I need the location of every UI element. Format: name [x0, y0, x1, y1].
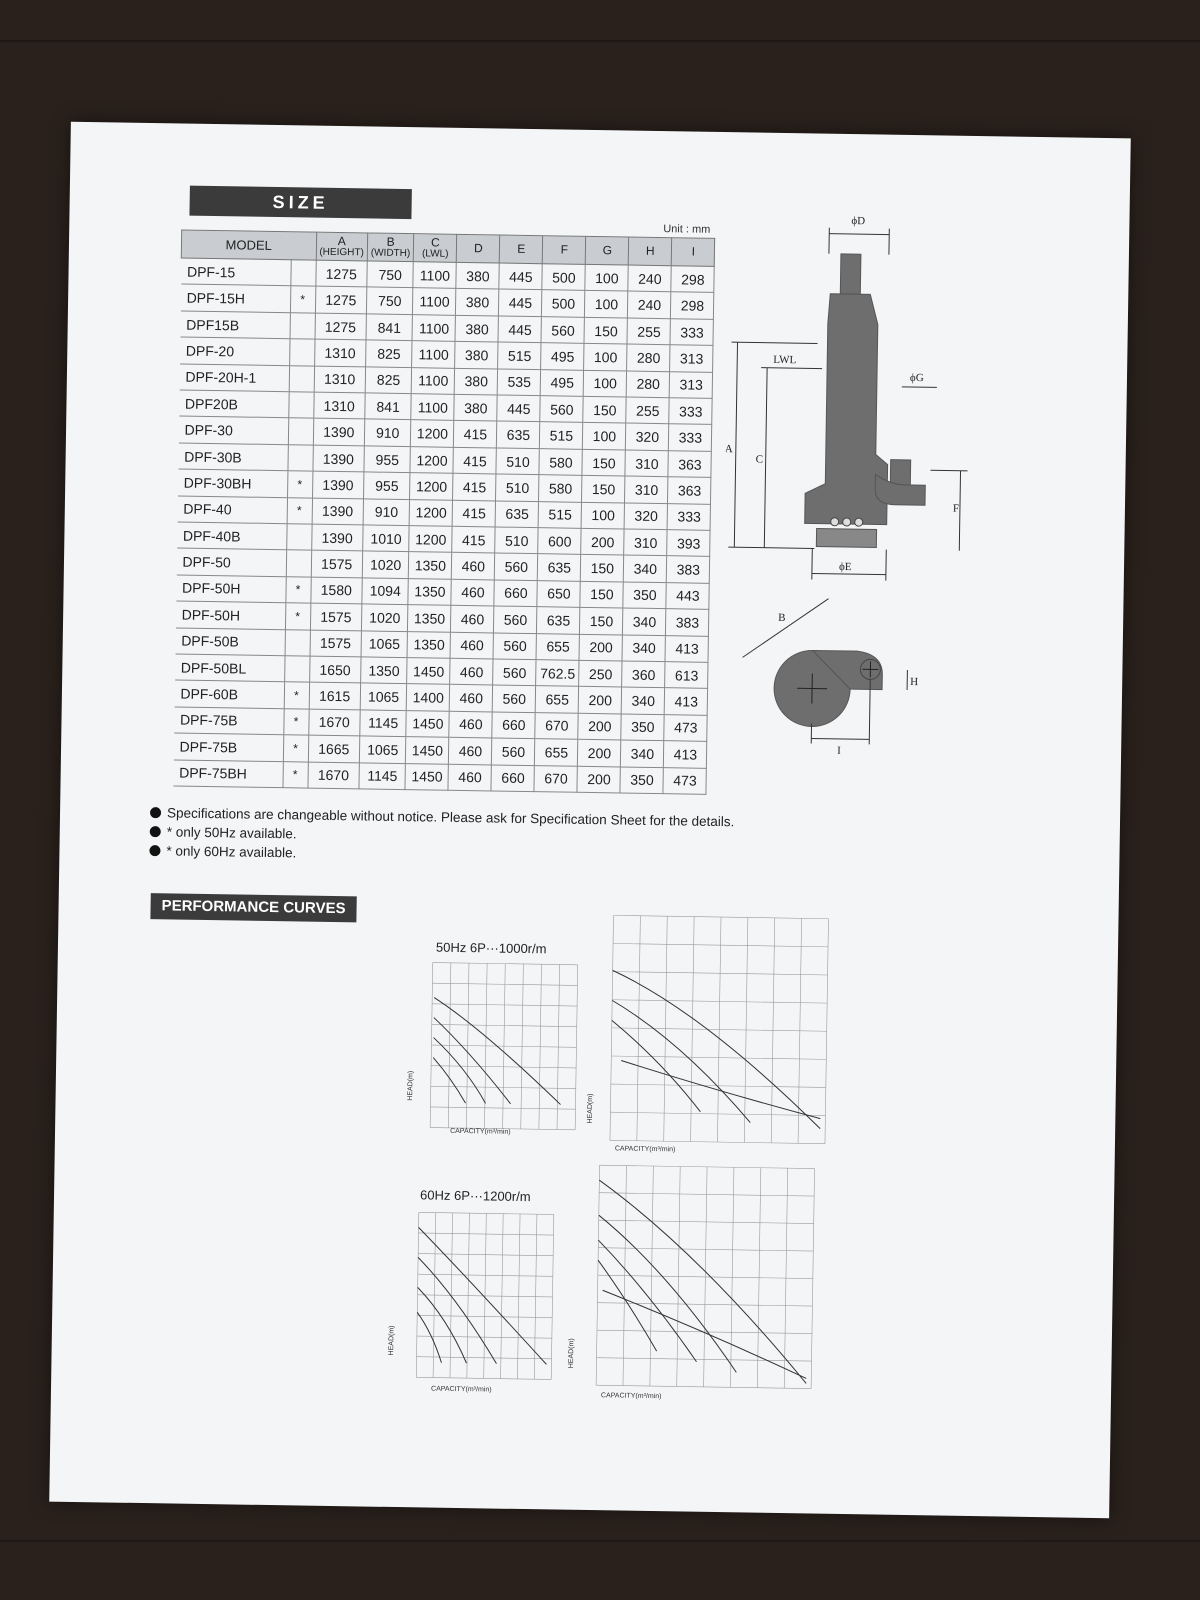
model-cell: DPF-15 — [181, 258, 291, 286]
model-cell: DPF-50BL — [175, 654, 285, 682]
column-header-i: I — [672, 238, 715, 267]
dim-label-A: A — [724, 443, 733, 456]
value-cell: 460 — [450, 632, 493, 659]
value-cell: 445 — [497, 395, 540, 422]
ylabel-60hz-small: HEAD(m) — [388, 1325, 396, 1356]
value-cell: 150 — [580, 607, 623, 634]
xlabel-60hz-large: CAPACITY(m³/min) — [600, 1392, 662, 1401]
availability-mark — [285, 629, 310, 656]
dim-label-B: B — [778, 611, 786, 625]
value-cell: 1450 — [405, 763, 448, 790]
pump-dimension-drawing — [721, 202, 990, 766]
dim-label-F: F — [952, 502, 960, 515]
model-cell: DPF15B — [180, 311, 290, 339]
value-cell: 1200 — [409, 526, 452, 553]
value-cell: 150 — [584, 317, 627, 344]
value-cell: 1145 — [360, 710, 407, 737]
value-cell: 320 — [626, 423, 669, 450]
value-cell: 1350 — [409, 552, 452, 579]
value-cell: 100 — [584, 370, 627, 397]
availability-mark — [290, 260, 315, 287]
value-cell: 1145 — [359, 762, 406, 789]
value-cell: 515 — [498, 342, 541, 369]
model-cell: DPF-50 — [176, 548, 286, 576]
value-cell: 1275 — [315, 287, 367, 314]
value-cell: 1065 — [361, 630, 408, 657]
value-cell: 1575 — [310, 630, 362, 657]
value-cell: 1350 — [408, 605, 451, 632]
size-table — [172, 230, 715, 795]
value-cell: 255 — [626, 397, 669, 424]
value-cell: 1350 — [361, 657, 408, 684]
model-cell: DPF-75B — [174, 707, 284, 735]
column-header-c: C (LWL) — [414, 234, 457, 263]
value-cell: 340 — [622, 635, 665, 662]
value-cell: 298 — [671, 266, 714, 293]
value-cell: 473 — [663, 767, 706, 794]
value-cell: 560 — [492, 738, 535, 765]
value-cell: 383 — [667, 556, 710, 583]
value-cell: 510 — [496, 448, 539, 475]
value-cell: 1310 — [314, 339, 366, 366]
value-cell: 280 — [627, 371, 670, 398]
value-cell: 1100 — [412, 341, 455, 368]
value-cell: 1200 — [410, 446, 453, 473]
value-cell: 762.5 — [536, 660, 579, 687]
note-item: Specifications are changeable without notice. Please ask for Specification Sheet for the details. — [150, 803, 735, 831]
column-header-b: B (WIDTH) — [367, 233, 414, 262]
model-cell: DPF-30 — [178, 416, 288, 444]
value-cell: 380 — [454, 394, 497, 421]
value-cell: 415 — [454, 421, 497, 448]
value-cell: 1065 — [359, 736, 406, 763]
value-cell: 1350 — [408, 578, 451, 605]
model-cell: DPF-50H — [175, 601, 285, 629]
dim-label-phiE: ϕE — [838, 560, 852, 574]
value-cell: 1390 — [312, 498, 364, 525]
value-cell: 1670 — [307, 762, 359, 789]
value-cell: 1580 — [310, 577, 362, 604]
value-cell: 560 — [540, 396, 583, 423]
value-cell: 460 — [452, 553, 495, 580]
value-cell: 1450 — [407, 658, 450, 685]
value-cell: 1200 — [409, 499, 452, 526]
value-cell: 1100 — [411, 394, 454, 421]
availability-mark: * — [287, 471, 312, 498]
value-cell: 1615 — [309, 682, 361, 709]
value-cell: 660 — [491, 764, 534, 791]
value-cell: 1450 — [406, 737, 449, 764]
value-cell: 340 — [622, 687, 665, 714]
value-cell: 500 — [542, 290, 585, 317]
availability-mark: * — [283, 735, 308, 762]
availability-mark: * — [283, 708, 308, 735]
value-cell: 750 — [366, 287, 413, 314]
value-cell: 910 — [363, 499, 410, 526]
value-cell: 445 — [499, 289, 542, 316]
model-cell: DPF-40 — [177, 496, 287, 524]
value-cell: 1390 — [311, 524, 363, 551]
value-cell: 560 — [493, 659, 536, 686]
value-cell: 495 — [541, 369, 584, 396]
curve-chart-60hz-small — [406, 1207, 559, 1384]
ylabel-60hz-large: HEAD(m) — [567, 1338, 576, 1369]
note-item: * only 60Hz available. — [149, 841, 734, 869]
bullet-icon — [150, 807, 161, 818]
value-cell: 313 — [670, 371, 713, 398]
model-cell: DPF-15H — [180, 284, 290, 312]
value-cell: 413 — [665, 635, 708, 662]
column-header-e: E — [500, 235, 543, 264]
value-cell: 200 — [578, 713, 621, 740]
value-cell: 100 — [581, 502, 624, 529]
value-cell: 1310 — [314, 366, 366, 393]
size-section-title: SIZE — [189, 186, 411, 219]
value-cell: 635 — [538, 554, 581, 581]
value-cell: 200 — [579, 687, 622, 714]
model-cell: DPF-75B — [173, 733, 283, 761]
value-cell: 1094 — [362, 578, 409, 605]
column-header-a: A (HEIGHT) — [316, 232, 368, 261]
value-cell: 413 — [665, 688, 708, 715]
value-cell: 350 — [620, 766, 663, 793]
value-cell: 613 — [665, 662, 708, 689]
value-cell: 510 — [496, 474, 539, 501]
value-cell: 560 — [541, 317, 584, 344]
value-cell: 340 — [624, 555, 667, 582]
value-cell: 1100 — [412, 315, 455, 342]
value-cell: 320 — [624, 503, 667, 530]
value-cell: 473 — [664, 714, 707, 741]
dim-label-I: I — [837, 744, 841, 757]
value-cell: 660 — [494, 580, 537, 607]
availability-mark — [288, 392, 313, 419]
model-cell: DPF-75BH — [173, 759, 283, 787]
value-cell: 670 — [535, 712, 578, 739]
value-cell: 460 — [451, 579, 494, 606]
value-cell: 298 — [671, 292, 714, 319]
value-cell: 560 — [495, 553, 538, 580]
value-cell: 825 — [365, 367, 412, 394]
value-cell: 333 — [667, 503, 710, 530]
value-cell: 1575 — [311, 550, 363, 577]
value-cell: 415 — [452, 500, 495, 527]
value-cell: 1650 — [309, 656, 361, 683]
value-cell: 100 — [584, 344, 627, 371]
value-cell: 955 — [364, 446, 411, 473]
value-cell: 383 — [666, 609, 709, 636]
value-cell: 250 — [579, 660, 622, 687]
dim-label-phiG: ϕG — [909, 371, 924, 385]
value-cell: 1020 — [362, 551, 409, 578]
value-cell: 310 — [625, 450, 668, 477]
value-cell: 1275 — [315, 260, 367, 287]
availability-mark — [286, 524, 311, 551]
dim-label-C: C — [755, 453, 764, 466]
value-cell: 600 — [538, 528, 581, 555]
value-cell: 1100 — [412, 367, 455, 394]
dim-label-lwl: LWL — [773, 353, 797, 367]
value-cell: 1665 — [308, 735, 360, 762]
value-cell: 910 — [364, 419, 411, 446]
value-cell: 333 — [669, 398, 712, 425]
value-cell: 310 — [624, 529, 667, 556]
dim-label-H: H — [910, 676, 919, 689]
value-cell: 380 — [455, 342, 498, 369]
value-cell: 650 — [537, 580, 580, 607]
xlabel-60hz-small: CAPACITY(m³/min) — [430, 1385, 492, 1394]
xlabel-50hz-small: CAPACITY(m³/min) — [450, 1127, 511, 1136]
value-cell: 460 — [449, 737, 492, 764]
value-cell: 1200 — [411, 420, 454, 447]
value-cell: 1010 — [363, 525, 410, 552]
value-cell: 363 — [668, 451, 711, 478]
value-cell: 1390 — [313, 419, 365, 446]
value-cell: 460 — [450, 658, 493, 685]
value-cell: 445 — [498, 316, 541, 343]
value-cell: 445 — [499, 263, 542, 290]
value-cell: 660 — [492, 712, 535, 739]
availability-mark: * — [290, 286, 315, 313]
availability-mark — [289, 365, 314, 392]
availability-mark — [289, 339, 314, 366]
model-cell: DPF20B — [179, 390, 289, 418]
value-cell: 515 — [538, 501, 581, 528]
curve-chart-50hz-small — [420, 957, 583, 1134]
value-cell: 670 — [534, 765, 577, 792]
availability-mark — [288, 418, 313, 445]
value-cell: 333 — [670, 319, 713, 346]
value-cell: 1390 — [312, 471, 364, 498]
value-cell: 500 — [542, 264, 585, 291]
value-cell: 240 — [628, 265, 671, 292]
value-cell: 560 — [493, 633, 536, 660]
value-cell: 380 — [456, 262, 499, 289]
xlabel-50hz-large: CAPACITY(m³/min) — [614, 1145, 676, 1154]
value-cell: 655 — [536, 633, 579, 660]
value-cell: 1100 — [413, 288, 456, 315]
model-cell: DPF-40B — [177, 522, 287, 550]
value-cell: 150 — [583, 396, 626, 423]
ylabel-50hz-large: HEAD(m) — [586, 1093, 595, 1124]
value-cell: 1575 — [310, 603, 362, 630]
bullet-icon — [149, 845, 160, 856]
performance-section-title: PERFORMANCE CURVES — [150, 893, 356, 922]
value-cell: 200 — [581, 528, 624, 555]
model-cell: DPF-50H — [176, 575, 286, 603]
model-cell: DPF-50B — [175, 628, 285, 656]
availability-mark: * — [284, 682, 309, 709]
column-header-model: MODEL — [181, 230, 316, 260]
curve-50hz-title: 50Hz 6P···1000r/m — [435, 939, 547, 957]
value-cell: 360 — [622, 661, 665, 688]
value-cell: 280 — [627, 344, 670, 371]
value-cell: 580 — [539, 475, 582, 502]
value-cell: 200 — [577, 766, 620, 793]
availability-mark — [284, 656, 309, 683]
note-item: * only 50Hz available. — [150, 822, 735, 850]
value-cell: 1200 — [410, 473, 453, 500]
ylabel-50hz-small: HEAD(m) — [407, 1070, 415, 1101]
value-cell: 510 — [495, 527, 538, 554]
value-cell: 200 — [578, 739, 621, 766]
value-cell: 580 — [539, 448, 582, 475]
value-cell: 460 — [450, 685, 493, 712]
availability-mark: * — [287, 497, 312, 524]
value-cell: 350 — [623, 582, 666, 609]
value-cell: 560 — [493, 685, 536, 712]
value-cell: 100 — [585, 264, 628, 291]
availability-mark: * — [285, 603, 310, 630]
column-header-g: G — [586, 236, 629, 265]
value-cell: 1450 — [406, 710, 449, 737]
value-cell: 1350 — [407, 631, 450, 658]
value-cell: 100 — [585, 291, 628, 318]
value-cell: 460 — [449, 711, 492, 738]
value-cell: 635 — [497, 421, 540, 448]
model-cell: DPF-60B — [174, 680, 284, 708]
unit-label: Unit : mm — [663, 223, 711, 236]
model-cell: DPF-20H-1 — [179, 364, 289, 392]
value-cell: 240 — [628, 292, 671, 319]
model-cell: DPF-20 — [180, 337, 290, 365]
value-cell: 1020 — [361, 604, 408, 631]
value-cell: 415 — [453, 447, 496, 474]
value-cell: 495 — [541, 343, 584, 370]
value-cell: 515 — [540, 422, 583, 449]
value-cell: 841 — [366, 314, 413, 341]
value-cell: 380 — [456, 289, 499, 316]
notes-list — [149, 803, 734, 869]
value-cell: 150 — [580, 581, 623, 608]
value-cell: 100 — [583, 423, 626, 450]
value-cell: 340 — [623, 608, 666, 635]
value-cell: 1275 — [315, 313, 367, 340]
curve-60hz-title: 60Hz 6P···1200r/m — [419, 1187, 531, 1205]
dim-label-phiD: ϕD — [851, 215, 866, 228]
value-cell: 1310 — [313, 392, 365, 419]
value-cell: 825 — [366, 340, 413, 367]
value-cell: 413 — [664, 741, 707, 768]
curve-chart-60hz-large — [586, 1160, 820, 1394]
column-header-h: H — [629, 237, 672, 266]
availability-mark — [287, 445, 312, 472]
value-cell: 393 — [667, 530, 710, 557]
model-cell: DPF-30B — [178, 443, 288, 471]
value-cell: 415 — [453, 474, 496, 501]
value-cell: 443 — [666, 582, 709, 609]
value-cell: 310 — [625, 476, 668, 503]
curve-chart-50hz-large — [600, 910, 834, 1149]
bullet-icon — [150, 826, 161, 837]
availability-mark: * — [285, 576, 310, 603]
column-header-f: F — [543, 236, 586, 265]
value-cell: 340 — [621, 740, 664, 767]
value-cell: 635 — [495, 501, 538, 528]
availability-mark: * — [282, 761, 307, 788]
value-cell: 380 — [455, 368, 498, 395]
value-cell: 415 — [452, 526, 495, 553]
value-cell: 955 — [363, 472, 410, 499]
table-body — [173, 258, 715, 794]
availability-mark — [286, 550, 311, 577]
value-cell: 1390 — [312, 445, 364, 472]
value-cell: 333 — [669, 424, 712, 451]
value-cell: 750 — [367, 261, 414, 288]
availability-mark — [290, 313, 315, 340]
value-cell: 635 — [537, 607, 580, 634]
value-cell: 150 — [582, 476, 625, 503]
value-cell: 841 — [365, 393, 412, 420]
spec-sheet — [49, 122, 1131, 1518]
value-cell: 1065 — [360, 683, 407, 710]
value-cell: 560 — [494, 606, 537, 633]
value-cell: 655 — [536, 686, 579, 713]
value-cell: 1100 — [413, 262, 456, 289]
column-header-d: D — [457, 234, 500, 263]
value-cell: 350 — [621, 714, 664, 741]
value-cell: 460 — [451, 605, 494, 632]
value-cell: 1670 — [308, 709, 360, 736]
value-cell: 655 — [535, 739, 578, 766]
value-cell: 150 — [581, 555, 624, 582]
value-cell: 200 — [579, 634, 622, 661]
value-cell: 150 — [582, 449, 625, 476]
model-cell: DPF-30BH — [178, 469, 288, 497]
value-cell: 313 — [670, 345, 713, 372]
value-cell: 1400 — [407, 684, 450, 711]
value-cell: 380 — [455, 315, 498, 342]
value-cell: 363 — [668, 477, 711, 504]
value-cell: 460 — [448, 764, 491, 791]
value-cell: 535 — [498, 369, 541, 396]
value-cell: 255 — [627, 318, 670, 345]
